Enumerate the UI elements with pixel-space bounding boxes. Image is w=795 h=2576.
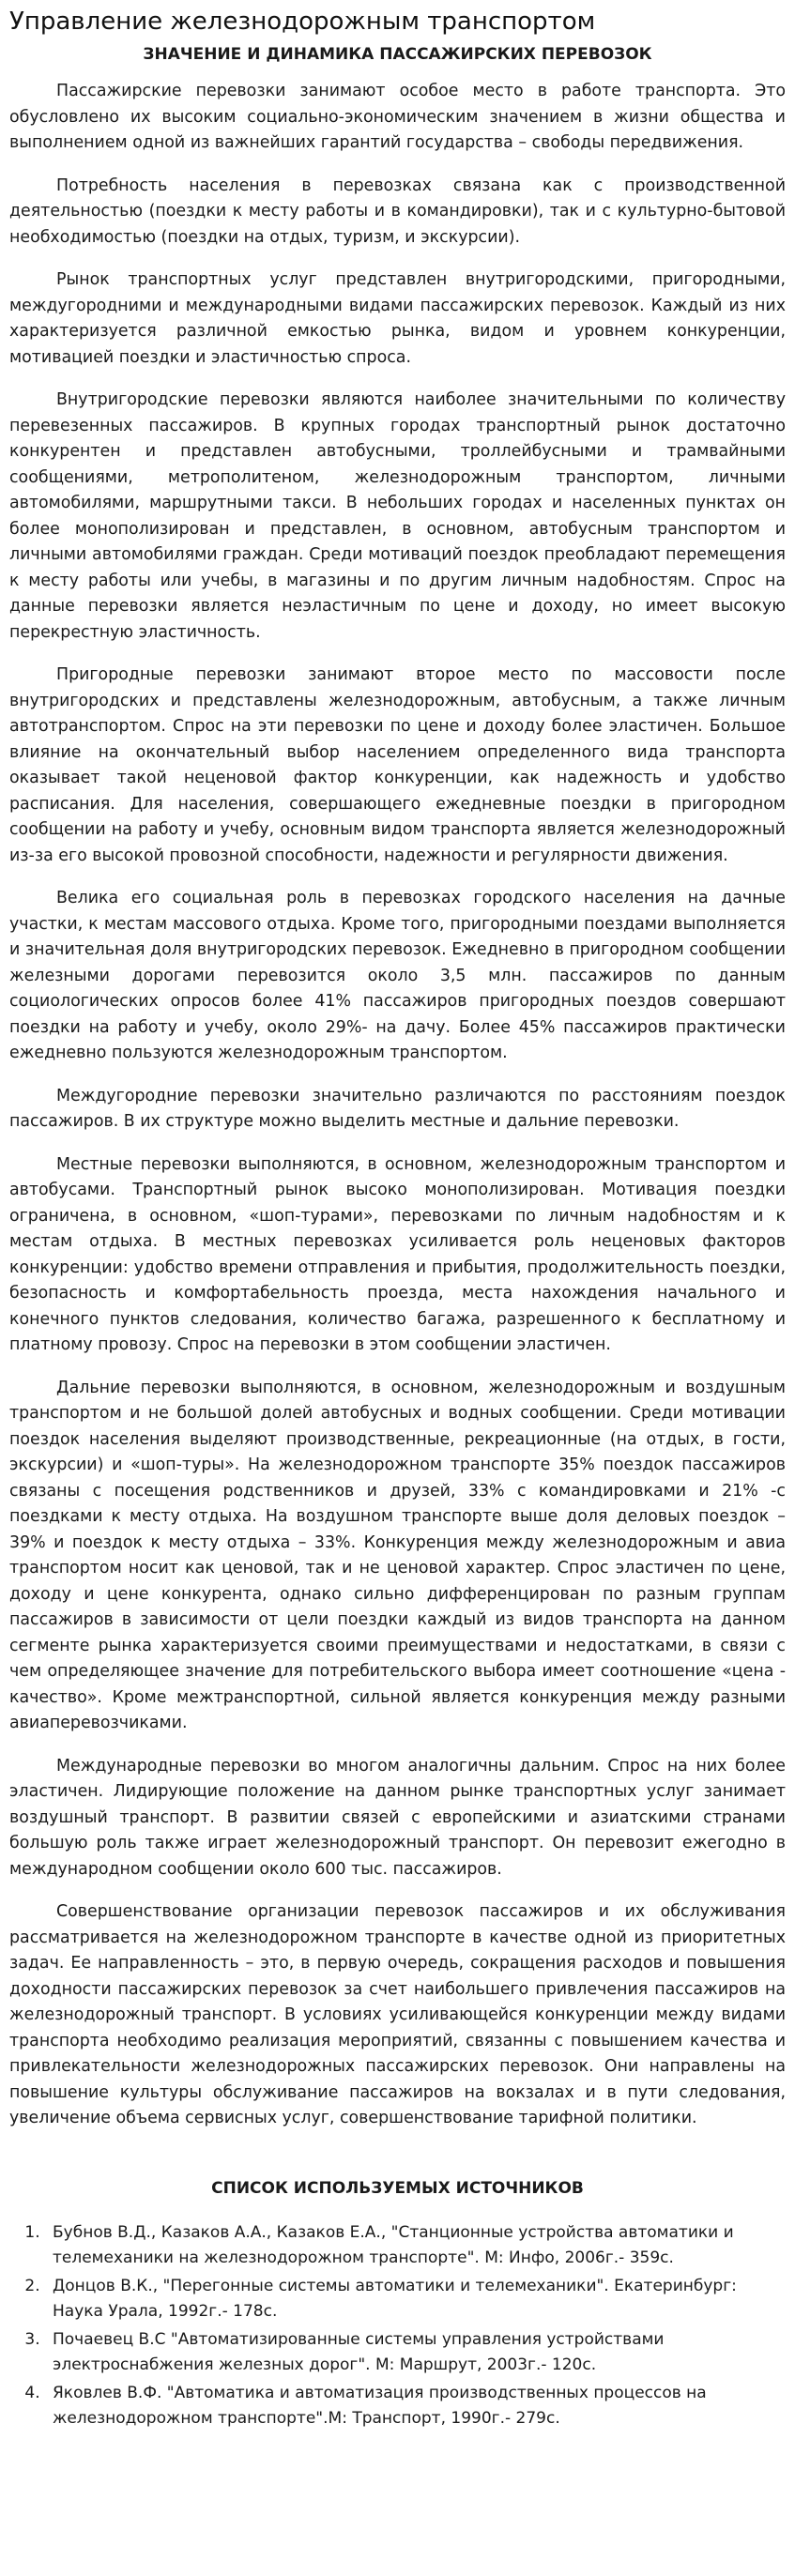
paragraph-intro: Пассажирские перевозки занимают особое место в работе транспорта. Это обусловлено их высоким социально-экономическим значением в жизни общества и выполнением одной из важнейших гарантий государства – свободы передвижения.: [9, 82, 786, 152]
paragraph-international: Международные перевозки во многом аналогичны дальним. Спрос на них более эластичен. Лидирующие положение на данном рынке транспортных услуг занимает воздушный транспорт. В развитии связей с европейскими и азиатскими странами большую роль также играет железнодорожный транспорт. Он перевозит ежегодно в международном сообщении около 600 тыс. пассажиров.: [9, 1756, 786, 1879]
source-item: 3. Почаевец В.С "Автоматизированные системы управления устройствами электроснабжения железных дорог". М: Маршрут, 2003г.- 120с.: [45, 2327, 786, 2378]
paragraph-suburban-social: Велика его социальная роль в перевозках городского населения на дачные участки, к местам массового отдыха. Кроме того, пригородными поездами выполняется и значительная доля внутригородских перевозок. Ежедневно в пригородном сообщении железными дорогами перевозится около 3,5 млн. пассажиров по данным социологических опросов более 41% пассажиров пригородных поездов совершают поездки на работу и учебу, около 29%- на дачу. Более 45% пассажиров практически ежедневно пользуются железнодорожным транспортом.: [9, 889, 786, 1062]
paragraph-suburban: Пригородные перевозки занимают второе место по массовости после внутригородских и представлены железнодорожным, автобусным, а также личным автотранспортом. Спрос на эти перевозки по цене и доходу более эластичен. Большое влияние на окончательный выбор населением определенного вида транспорта оказывает такой неценовой фактор конкуренции, как надежность и удобство расписания. Для населения, совершающего ежедневные поездки в пригородном сообщении на работу и учебу, основным видом транспорта является железнодорожный из-за его высокой провозной способности, надежности и регулярности движения.: [9, 665, 786, 865]
paragraph-intercity: Междугородние перевозки значительно различаются по расстояниям поездок пассажиров. В их структуре можно выделить местные и дальние перевозки.: [9, 1086, 786, 1131]
source-item: 4. Яковлев В.Ф. "Автоматика и автоматизация производственных процессов на железнодорожном транспорте".М: Транспорт, 1990г.- 279с.: [45, 2381, 786, 2431]
paragraph-long-distance: Дальние перевозки выполняются, в основном, железнодорожным и воздушным транспортом и не большой долей автобусных и водных сообщении. Среди мотивации поездок населения выделяют производственные, рекреационные (на отдых, в гости, экскурсии) и «шоп-туры». На железнодорожном транспорте 35% поездок пассажиров связаны с посещения родственников и друзей, 33% с командировками и 21% -с поездками к месту отдыха. На воздушном транспорте выше доля деловых поездок – 39% и поездок к месту отдыха – 33%. Конкуренция между железнодорожным и авиа транспортом носит как ценовой, так и не ценовой характер. Спрос эластичен по цене, доходу и цене конкурента, однако сильно дифференцирован по разным группам пассажиров в зависимости от цели поездки каждый из видов транспорта на данном сегменте рынка характеризуется своими преимуществами и недостатками, в связи с чем определяющее значение для потребительского выбора имеет соотношение «цена - качество». Кроме межтранспортной, сильной является конкуренция между разными авиаперевозчиками.: [9, 1378, 786, 1732]
article-body: [9, 79, 786, 2132]
article-title: ЗНАЧЕНИЕ И ДИНАМИКА ПАССАЖИРСКИХ ПЕРЕВОЗОК: [143, 45, 652, 64]
sources-list: [9, 2220, 786, 2431]
paragraph-local: Местные перевозки выполняются, в основном, железнодорожным транспортом и автобусами. Транспортный рынок высоко монополизирован. Мотивация поездки ограничена, в основном, «шоп-турами», перевозками по личным надобностям и к местам отдыха. В местных перевозках усиливается роль неценовых факторов конкуренции: удобство времени отправления и прибытия, продолжительность поездки, безопасность и комфортабельность проезда, места нахождения начального и конечного пунктов следования, количество багажа, разрешенного к бесплатному и платному провозу. Спрос на перевозки в этом сообщении эластичен.: [9, 1154, 786, 1354]
paragraph-improvement: Совершенствование организации перевозок пассажиров и их обслуживания рассматривается на железнодорожном транспорте в качестве одной из приоритетных задач. Ее направленность – это, в первую очередь, сокращения расходов и повышения доходности пассажирских перевозок за счет наибольшего привлечения пассажиров на железнодорожный транспорт. В условиях усиливающейся конкуренции между видами транспорта необходимо реализация мероприятий, связанны с повышением качества и привлекательности железнодорожных пассажирских перевозок. Они направлены на повышение культуры обслуживание пассажиров на вокзалах и в пути следования, увеличение объема сервисных услуг, совершенствование тарифной политики.: [9, 1902, 786, 2127]
paragraph-demand: Потребность населения в перевозках связана как с производственной деятельностью (поездки к месту работы и в командировки), так и с культурно-бытовой необходимостью (поездки на отдых, туризм, и экскурсии).: [9, 175, 786, 247]
paragraph-intracity: Внутригородские перевозки являются наиболее значительными по количеству перевезенных пассажиров. В крупных городах транспортный рынок достаточно конкурентен и представлен автобусными, троллейбусными и трамвайными сообщениями, метрополитеном, железнодорожным транспортом, личными автомобилями, маршрутными такси. В небольших городах и населенных пунктах он более монополизирован и представлен, в основном, автобусным транспортом и личными автомобилями граждан. Среди мотиваций поездок преобладают перемещения к месту работы или учебы, в магазины и по другим личным надобностям. Спрос на данные перевозки является неэластичным по цене и доходу, но имеет высокую перекрестную эластичность.: [9, 390, 786, 642]
source-item: 1. Бубнов В.Д., Казаков А.А., Казаков Е.А., "Станционные устройства автоматики и телемеханики на железнодорожном транспорте". М: Инфо, 2006г.- 359с.: [45, 2220, 786, 2271]
site-title: Управление железнодорожным транспортом: [9, 8, 596, 36]
sources-title: СПИСОК ИСПОЛЬЗУЕМЫХ ИСТОЧНИКОВ: [211, 2178, 584, 2198]
paragraph-market: Рынок транспортных услуг представлен внутригородскими, пригородными, междугородними и международными видами пассажирских перевозок. Каждый из них характеризуется различной емкостью рынка, видом и уровнем конкуренции, мотивацией поездки и эластичностью спроса.: [9, 270, 786, 367]
source-item: 2. Донцов В.К., "Перегонные системы автоматики и телемеханики". Екатеринбург: Наука Урала, 1992г.- 178с.: [45, 2274, 786, 2324]
